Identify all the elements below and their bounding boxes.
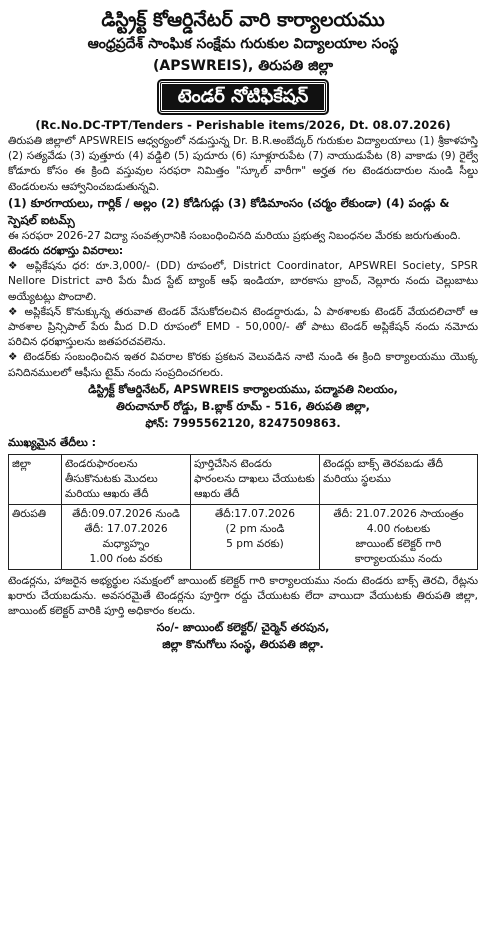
signature-line1: సం/- జాయింట్ కలెక్టర్/ చైర్మెన్ తరపున, [156, 621, 330, 635]
application-heading: టెండరు దరఖాస్తు వివరాలు: [8, 245, 124, 258]
table-header-row [9, 454, 478, 504]
cell-submission-date [191, 504, 320, 569]
emd-paragraph: ❖ అప్లికేషన్ కొనుక్కున్న తరువాత టెండర్ వేసుకోదలచిన టెండర్దారుడు, ఏ పాఠశాలకు టెండర్ వేయదలిచారో ఆ పాఠశాల ప్రిన్సిపాల్ పేరు మీద D.D రూపంలో EMD - 50,000/- తో పాటు టెండర్ అప్లికేషన్ నందు నమోదు పరిచిన ధరఖాస్తులను జతపరచవలెను. [8, 305, 478, 349]
cell-opening-date [320, 504, 478, 569]
closing-paragraph: టెండర్లను, హాజరైన అభ్యర్థుల సమక్షంలో జాయింట్ కలెక్టర్ గారి కార్యాలయము నందు టెండరు బాక్స్ తెరచి, రేట్లను ఖరారు చేయబడును. అవసరమైతే టెండర్లను పూర్తిగా రద్దు చేయుటకు లేదా వాయిదా వేయుటకు తిరుపతి జిల్లా, జాయింట్ కలెక్టర్ వారికి పూర్తి అధికారం కలదు. [8, 574, 478, 618]
cell-issue-dates [62, 504, 191, 569]
intro-paragraph: తిరుపతి జిల్లాలో APSWREIS ఆధ్వర్యంలో నడుస్తున్న Dr. B.R.అంబేద్కర్ గురుకుల విద్యాలయాలు (1) శ్రీకాళహస్తి (2) సత్యవేడు (3) పుత్తూరు (4) వడ్డిలి (5) పుదూరు (6) సూళ్లూరుపేట (7) నాయుడుపేట (8) వాకాడు (9) రైల్వే కోడూరు కోసం ఈ క్రింది వస్తువుల సరఫరా నిమిత్తం "స్కూల్ వారీగా" అర్హత గల టెండరుదారుల నుండి సీల్డు టెండరులను ఆహ్వానించబడుతున్నవి. [8, 135, 478, 193]
office-address-line1: డిస్ట్రిక్ట్ కోఆర్డినేటర్, APSWREIS కార్యాలయము, పద్మావతి నిలయం, [88, 382, 398, 396]
banner-wrap [8, 81, 478, 113]
submit-line: తేదీ:17.07.2026 [215, 507, 295, 520]
society-name: ఆంధ్రప్రదేశ్ సాంఘిక సంక్షేమ గురుకుల విద్యాలయాల సంస్థ [87, 36, 399, 52]
issue-line: తేదీ:09.07.2026 నుండి [72, 507, 180, 520]
important-dates-heading: ముఖ్యమైన తేదీలు : [8, 435, 97, 449]
signature-line2: జిల్లా కొనుగోలు సంస్థ, తిరుపతి జిల్లా. [162, 638, 324, 652]
issue-line: 1.00 గంట వరకు [89, 552, 163, 565]
table-row [9, 504, 478, 569]
cell-district: తిరుపతి [9, 504, 62, 569]
office-phone: ఫోన్: 7995562120, 8247509863. [145, 416, 341, 430]
submit-line: 5 pm వరకు) [226, 537, 284, 550]
open-line: 4.00 గంటలకు [366, 522, 431, 535]
supply-note: ఈ సరఫరా 2026-27 విద్యా సంవత్సరానికి సంబంధించినది మరియు ప్రభుత్వ నిబంధనల మేరకు జరుగుతుంది. [8, 229, 461, 242]
header-issue-dates: టెండరుఫారంలను తీసుకొనుటకు మొదలు మరియు ఆఖరు తేదీ [62, 454, 191, 504]
header-opening-date: టెండర్లు బాక్స్ తెరవబడు తేదీ మరియు స్థలము [320, 454, 478, 504]
reference-number: (Rc.No.DC-TPT/Tenders - Perishable items/2026, Dt. 08.07.2026) [35, 118, 451, 132]
items-list: (1) కూరగాయలు, గార్లిక్ / అల్లం (2) కోడిగుడ్లు (3) కోడిమాంసం (చర్మం లేకుండా) (4) పండ్లు & స్పెషల్ ఐటమ్స్ [8, 195, 450, 227]
submit-line: (2 pm నుండి [225, 522, 285, 535]
open-line: కార్యాలయము నందు [354, 552, 443, 565]
important-dates-table [8, 454, 478, 570]
tender-notification-banner: టెండర్ నోటిఫికేషన్ [159, 81, 327, 113]
issue-line: మధ్యాహ్నం [102, 537, 150, 550]
header-submission-date: పూర్తిచేసిన టెండరు ఫారంలను దాఖలు చేయుటకు ఆఖరు తేదీ [191, 454, 320, 504]
issue-line: తేదీ: 17.07.2026 [84, 522, 168, 535]
open-line: జాయింట్ కలెక్టర్ గారి [355, 537, 442, 550]
open-line: తేదీ: 21.07.2026 సాయంత్రం [333, 507, 464, 520]
district-line: (APSWREIS), తిరుపతి జిల్లా [152, 58, 333, 74]
application-fee-paragraph: ❖ అప్లికేషను ధర: రూ.3,000/- (DD) రూపంలో, District Coordinator, APSWREI Society, SPSR Nellore District వారి పేరు మీద స్టేట్ బ్యాంక్ ఆఫ్ ఇండియా, బారకాసు బ్రాంచ్, నెల్లూరు నందు చెల్లుబాటు అయ్యేటట్లు పొందాలి. [8, 260, 478, 303]
contact-info-paragraph: ❖ టెండర్‌కు సంబంధించిన ఇతర వివరాల కొరకు ప్రకటన వెలువడిన నాటి నుండి ఈ క్రింది కార్యాలయము యొక్క పనిదినములలో ఆఫీసు టైమ్ నందు సంప్రదించగలరు. [8, 351, 478, 379]
header-district: జిల్లా [9, 454, 62, 504]
office-title: డిస్ట్రిక్ట్ కోఆర్డినేటర్ వారి కార్యాలయము [101, 9, 385, 31]
office-address-line2: తిరుచానూర్ రోడ్డు, B.బ్లాక్ రూమ్ - 516, తిరుపతి జిల్లా, [116, 399, 370, 413]
